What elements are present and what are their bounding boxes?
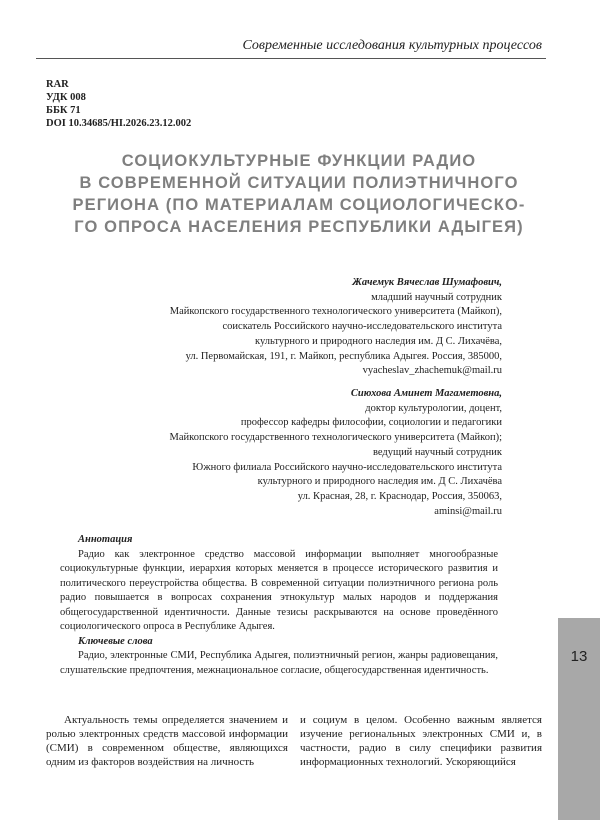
- author-affiliation: Южного филиала Российского научно-исследовательского института: [192, 461, 502, 473]
- author-affiliation: культурного и природного наследия им. Д С. Лихачёва: [257, 476, 502, 488]
- abstract-heading: Аннотация: [78, 534, 133, 545]
- keywords-heading: Ключевые слова: [78, 635, 153, 647]
- page-number: 13: [570, 648, 588, 665]
- author-position: младший научный сотрудник: [371, 291, 502, 303]
- author-block-2: [170, 387, 502, 519]
- title-line: В СОВРЕМЕННОЙ СИТУАЦИИ ПОЛИЭТНИЧНОГО: [79, 174, 519, 192]
- author-affiliation: соискатель Российского научно-исследовательского института: [222, 321, 502, 333]
- body-column-right: и социум в целом. Особенно важным является изучение региональных электронных СМИ и, в частности, радио в силу специфики развития информационных технологий. Ускоряющийся: [300, 714, 542, 768]
- author-address: ул. Красная, 28, г. Краснодар, Россия, 350063,: [297, 490, 502, 502]
- author-name: Сиюхова Аминет Магаметовна,: [350, 388, 502, 399]
- running-header: [36, 28, 546, 59]
- author-affiliation: культурного и природного наследия им. Д С. Лихачёва,: [255, 335, 502, 347]
- udk-code: УДК 008: [46, 92, 86, 103]
- author-email: vyacheslav_zhachemuk@mail.ru: [362, 365, 502, 377]
- body-column-left: Актуальность темы определяется значением и ролью электронных средств массовой информации (СМИ) в современном обществе, являющихся одним из факторов воздействия на личность: [46, 714, 288, 768]
- classification-code: RAR: [46, 79, 69, 90]
- title-line: ГО ОПРОСА НАСЕЛЕНИЯ РЕСПУБЛИКИ АДЫГЕЯ): [74, 218, 524, 236]
- journal-title: Современные исследования культурных процессов: [242, 38, 542, 53]
- author-degree: доктор культурологии, доцент,: [365, 402, 502, 414]
- keywords-text: Радио, электронные СМИ, Республика Адыгея, полиэтничный регион, жанры радиовещания, слушательские предпочтения, межнациональное согласие, общегосударственная идентичность.: [60, 650, 498, 676]
- abstract-section: [60, 533, 498, 678]
- author-email: aminsi@mail.ru: [434, 505, 502, 517]
- page-number-tab: [558, 618, 600, 820]
- bbk-code: ББК 71: [46, 105, 81, 116]
- abstract-text: Радио как электронное средство массовой информации выполняет многообразные социокультурные функции, иерархия которых меняется в процессе исторического развития и политического переустройства общества. В современной ситуации полиэтничного региона роль радио повышается в вопросах сохранения этнокультур малых народов и поддержания общегосударственной идентичности. Данные тезисы раскрываются на основе проведённого социологического опроса в Республике Адыгея.: [60, 548, 498, 632]
- author-affiliation: Майкопского государственного технологического университета (Майкоп);: [169, 432, 502, 444]
- article-title: [46, 150, 552, 238]
- title-line: СОЦИОКУЛЬТУРНЫЕ ФУНКЦИИ РАДИО: [121, 152, 477, 170]
- author-position: профессор кафедры философии, социологии и педагогики: [240, 417, 502, 429]
- author-position: ведущий научный сотрудник: [372, 446, 502, 458]
- author-address: ул. Первомайская, 191, г. Майкоп, республика Адыгея. Россия, 385000,: [185, 350, 502, 362]
- article-metadata: [46, 78, 191, 130]
- author-affiliation: Майкопского государственного технологического университета (Майкоп),: [169, 306, 502, 318]
- author-block-1: [170, 276, 502, 379]
- author-name: Жачемук Вячеслав Шумафович,: [352, 277, 502, 288]
- title-line: РЕГИОНА (ПО МАТЕРИАЛАМ СОЦИОЛОГИЧЕСКО-: [72, 196, 526, 214]
- doi-code: DOI 10.34685/HI.2026.23.12.002: [46, 118, 192, 129]
